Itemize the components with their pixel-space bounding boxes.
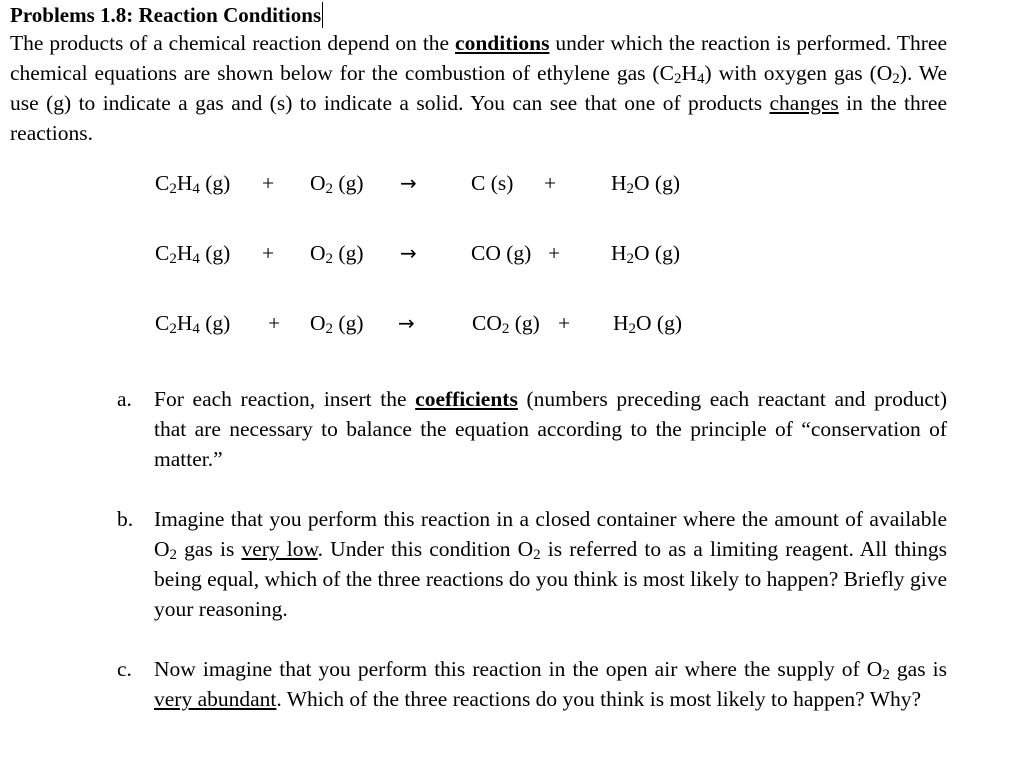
product-water: $H_2O$ (g) xyxy=(611,241,681,267)
emphasis-very-abundant: very abundant xyxy=(154,687,277,711)
question-a-text: For each reaction, insert the coefficients (numbers preceding each reactant and product) that are necessary to balance the equation according to the principle of “conservation of matter.” xyxy=(154,387,947,471)
question-b-label: b. xyxy=(117,507,134,531)
reactant-ethylene: $C_2H_4$ (g) xyxy=(155,171,231,197)
product-water: $H_2O$ (g) xyxy=(611,171,681,197)
question-a-label: a. xyxy=(117,387,132,411)
intro-paragraph: The products of a chemical reaction depend on the conditions under which the reaction is performed. Three chemical equations are shown below for the combustion of ethylene gas $(C_2H_4)$ with oxygen gas $(O_2)$. We use (g) to indicate a gas and (s) to indicate a solid. You can see that one of products changes in the three reactions. xyxy=(10,31,948,145)
plus-sign: + xyxy=(262,241,275,265)
equation-1 xyxy=(0,168,1024,198)
product-water: $H_2O$ (g) xyxy=(613,311,683,337)
product-1: C (s) xyxy=(471,171,514,195)
reactant-oxygen: $O_2$ (g) xyxy=(310,311,364,337)
reactant-oxygen: $O_2$ (g) xyxy=(310,171,364,197)
emphasis-coefficients: coefficients xyxy=(415,387,518,411)
emphasis-changes: changes xyxy=(769,91,839,115)
reaction-arrow: → xyxy=(400,171,417,195)
reactant-ethylene: $C_2H_4$ (g) xyxy=(155,241,231,267)
reaction-arrow: → xyxy=(398,311,415,335)
emphasis-conditions: conditions xyxy=(455,31,550,55)
question-b-text: Imagine that you perform this reaction in a closed container where the amount of available $O_2$ gas is very low. Under this condition $O_2$ is referred to as a limiting reagent. All things being equal, which of the three reactions do you think is most likely to happen? Briefly give your reasoning. xyxy=(154,507,947,621)
reaction-arrow: → xyxy=(400,241,417,265)
equation-3 xyxy=(0,308,1024,338)
question-c-label: c. xyxy=(117,657,132,681)
plus-sign: + xyxy=(268,311,281,335)
product-1: $CO_2$ (g) xyxy=(472,311,540,337)
product-1: CO (g) xyxy=(471,241,532,265)
plus-sign: + xyxy=(544,171,557,195)
question-c-text: Now imagine that you perform this reaction in the open air where the supply of $O_2$ gas is very abundant. Which of the three reactions do you think is most likely to happen? Why? xyxy=(154,657,947,711)
plus-sign: + xyxy=(548,241,561,265)
plus-sign: + xyxy=(558,311,571,335)
emphasis-very-low: very low xyxy=(241,537,318,561)
equation-2 xyxy=(0,238,1024,268)
reactant-oxygen: $O_2$ (g) xyxy=(310,241,364,267)
plus-sign: + xyxy=(262,171,275,195)
problem-title: Problems 1.8: Reaction Conditions xyxy=(10,3,322,27)
reactant-ethylene: $C_2H_4$ (g) xyxy=(155,311,231,337)
